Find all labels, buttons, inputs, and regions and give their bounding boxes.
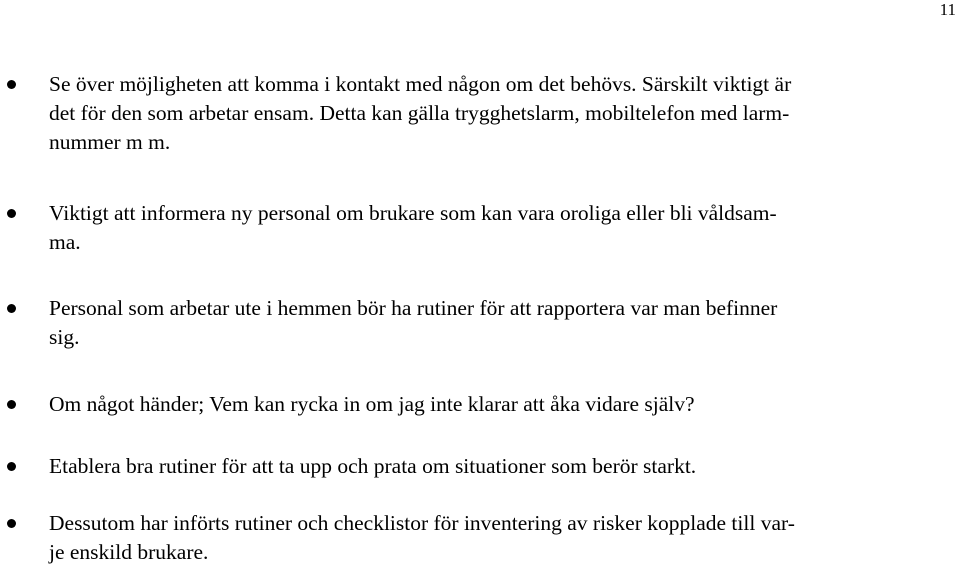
bullet-text [49,70,951,157]
bullet-icon [7,400,16,409]
text-line: Etablera bra rutiner för att ta upp och prata om situationer som berör starkt. [49,454,697,478]
bullet-text [49,390,951,419]
text-line: Se över möjligheten att komma i kontakt med någon om det behövs. Särskilt viktigt är [49,72,792,96]
bullet-text [49,199,951,257]
page-number: 11 [939,0,956,19]
text-line: sig. [49,325,80,349]
bullet-text [49,294,951,352]
text-line: Viktigt att informera ny personal om brukare som kan vara oroliga eller bli våldsam- [49,201,777,225]
text-line: ma. [49,230,81,254]
text-line: Dessutom har införts rutiner och checklistor för inventering av risker kopplade till var- [49,511,795,535]
text-line: Personal som arbetar ute i hemmen bör ha rutiner för att rapportera var man befinner [49,296,778,320]
bullet-icon [7,80,16,89]
bullet-text [49,452,951,481]
text-line: Om något händer; Vem kan rycka in om jag inte klarar att åka vidare själv? [49,392,695,416]
text-line: det för den som arbetar ensam. Detta kan gälla trygghetslarm, mobiltelefon med larm- [49,101,790,125]
bullet-text [49,509,951,567]
text-line: nummer m m. [49,130,171,154]
bullet-icon [7,519,16,528]
bullet-icon [7,209,16,218]
text-line: je enskild brukare. [49,540,209,564]
bullet-icon [7,462,16,471]
bullet-icon [7,304,16,313]
